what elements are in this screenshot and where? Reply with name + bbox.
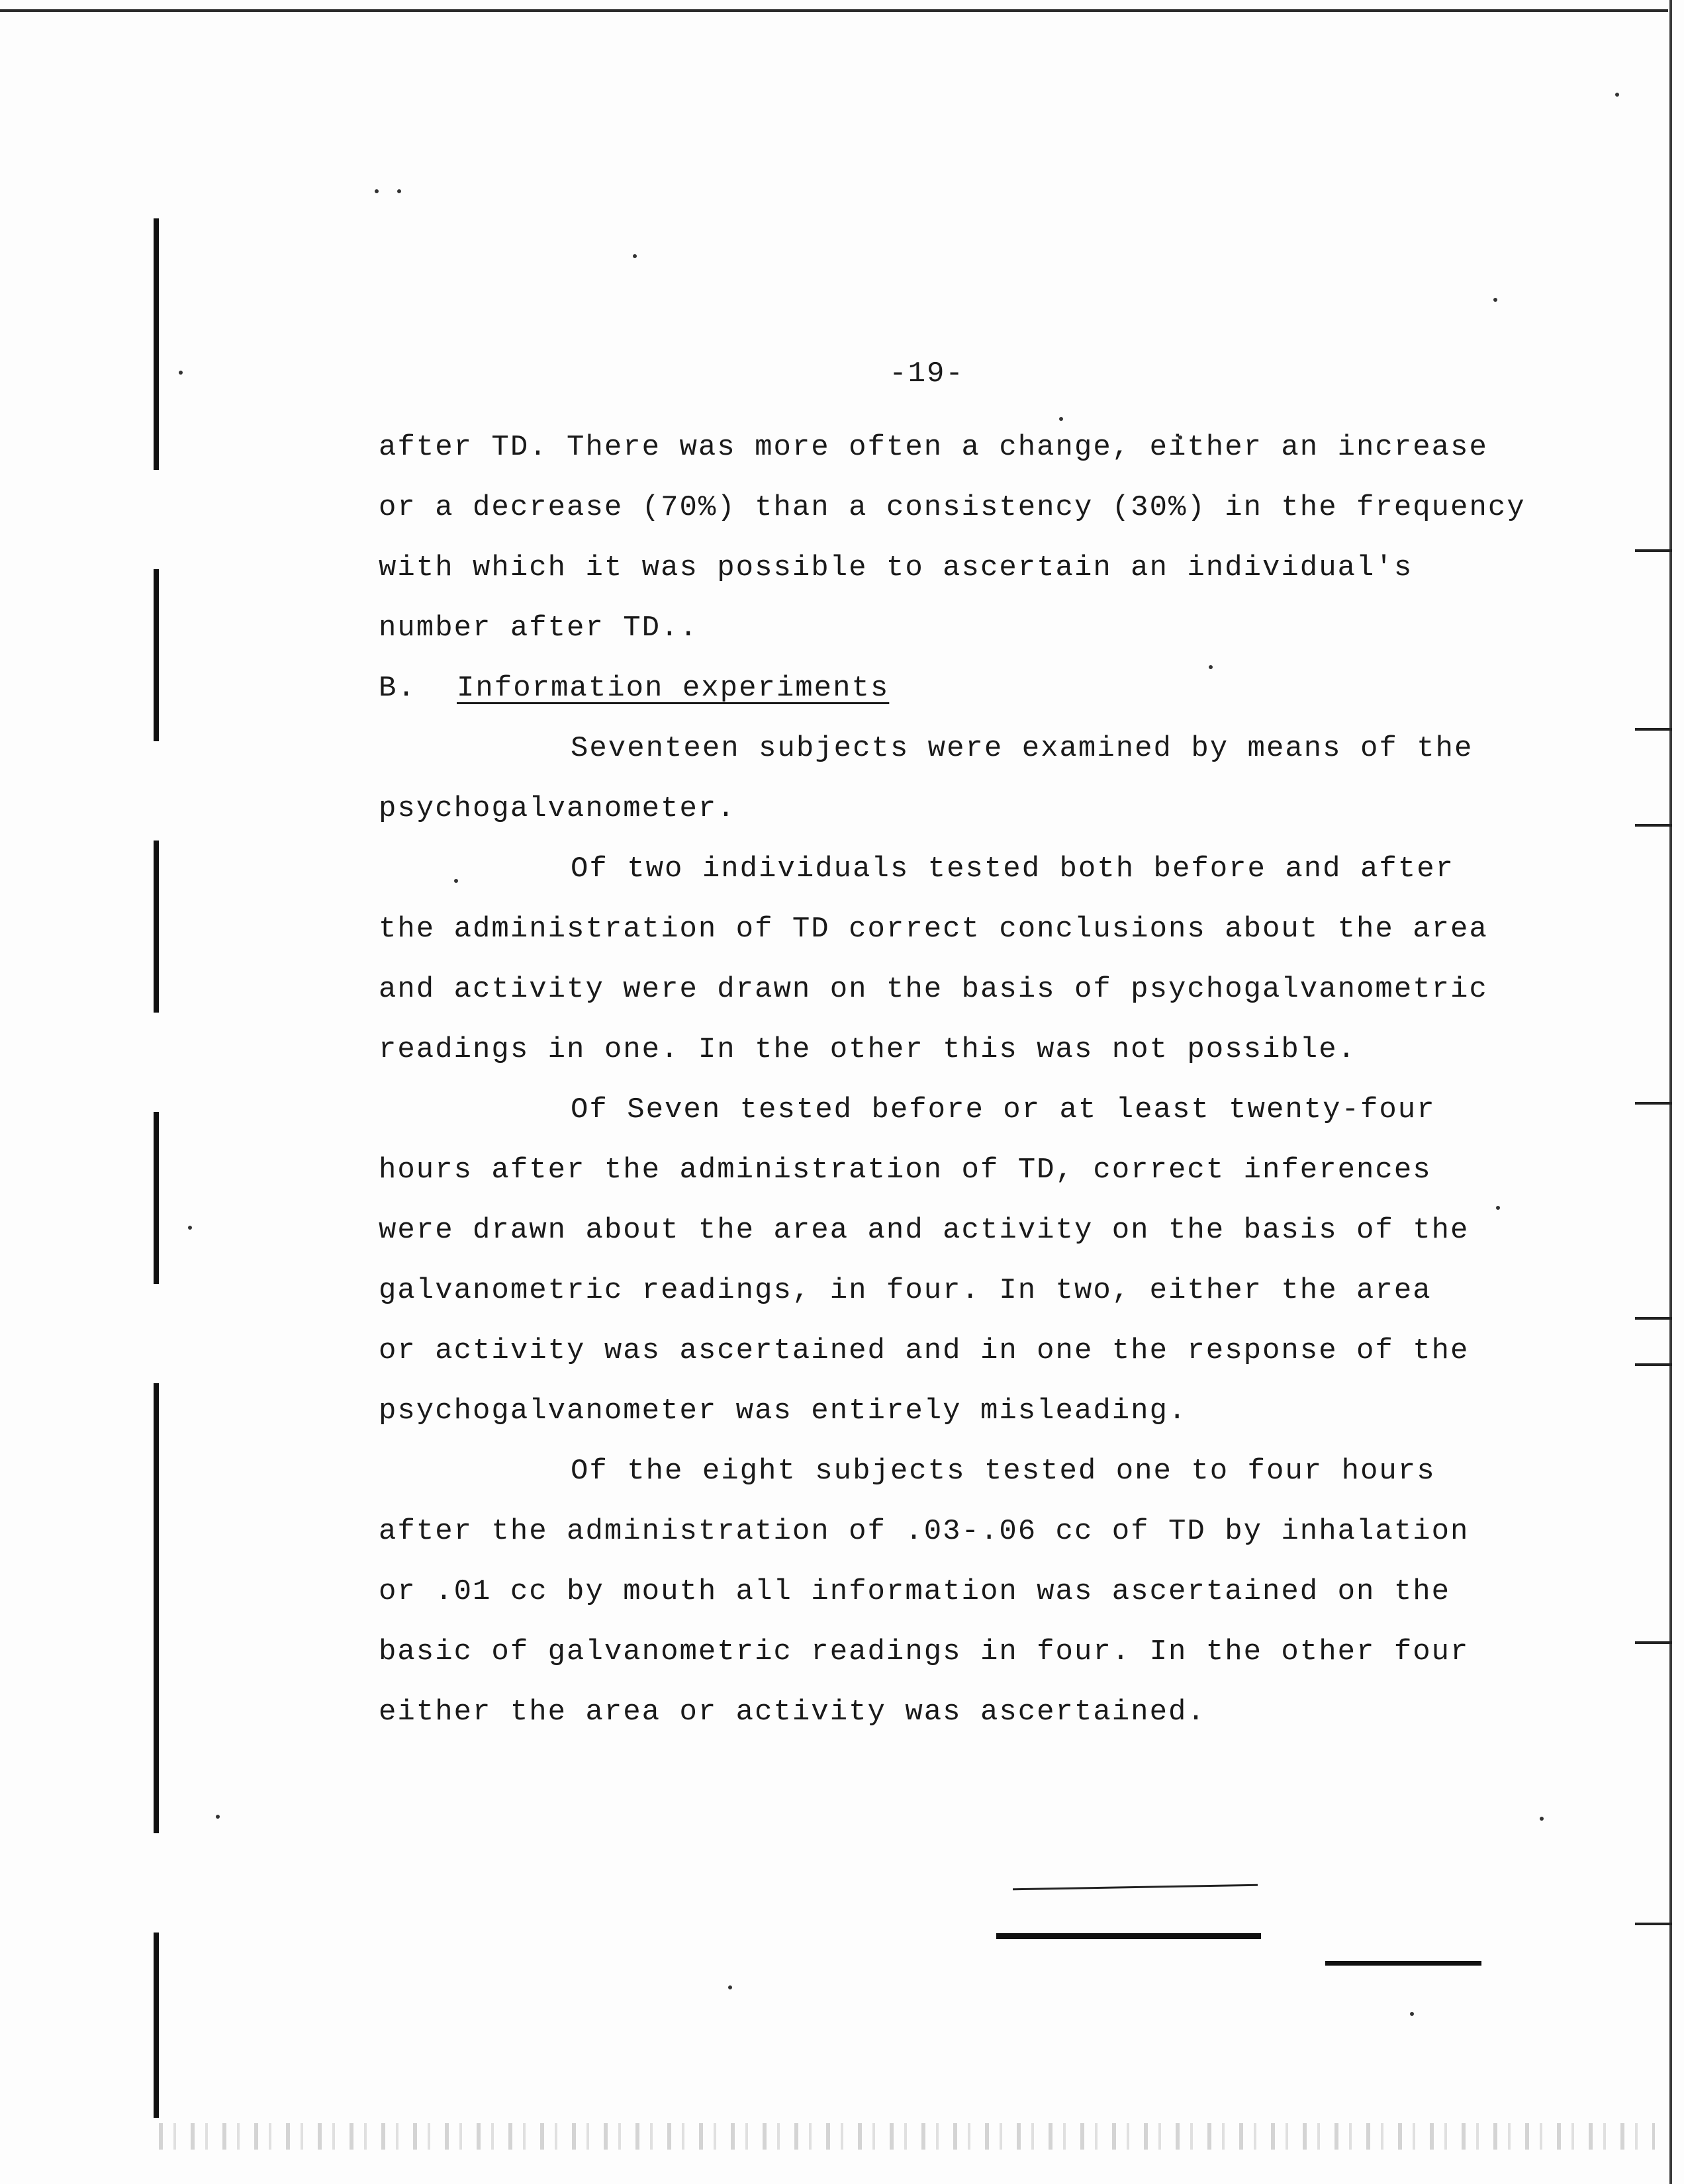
text-line: or .01 cc by mouth all information was ascertained on the — [379, 1575, 1451, 1608]
hand-drawn-stroke — [1325, 1961, 1481, 1966]
text-line: basic of galvanometric readings in four. In the other four — [379, 1635, 1470, 1668]
text-line: Of two individuals tested both before and after — [571, 852, 1455, 886]
right-margin-tick — [1635, 1923, 1672, 1925]
scan-speck — [1410, 2012, 1414, 2016]
text-line: psychogalvanometer. — [379, 792, 736, 825]
left-margin-bar — [154, 1933, 159, 2118]
section-heading — [379, 659, 1517, 719]
text-line: psychogalvanometer was entirely misleading. — [379, 1394, 1188, 1428]
scan-speck — [188, 1226, 192, 1230]
text-line: galvanometric readings, in four. In two, either the area — [379, 1274, 1432, 1307]
right-margin-tick — [1635, 1317, 1672, 1320]
left-margin-bar — [154, 1383, 159, 1833]
text-line: readings in one. In the other this was not possible. — [379, 1033, 1357, 1066]
right-margin-tick — [1635, 1102, 1672, 1105]
right-margin-tick — [1635, 1363, 1672, 1366]
text-line: after TD. There was more often a change, either an increase — [379, 431, 1488, 464]
bottom-scan-noise — [159, 2123, 1655, 2150]
text-line: Of Seven tested before or at least twenty-four — [571, 1093, 1436, 1126]
scan-speck — [216, 1815, 220, 1819]
right-margin-tick — [1635, 549, 1672, 552]
top-edge-rule — [0, 9, 1668, 12]
text-line: after the administration of .03-.06 cc of TD by inhalation — [379, 1515, 1470, 1548]
body-text — [379, 357, 1526, 1743]
text-line: or a decrease (70%) than a consistency (30%) in the frequency — [379, 491, 1526, 524]
hand-drawn-stroke — [996, 1933, 1261, 1939]
text-line: hours after the administration of TD, correct inferences — [379, 1154, 1432, 1187]
left-margin-bar — [154, 841, 159, 1013]
text-line: were drawn about the area and activity on the basis of the — [379, 1214, 1470, 1247]
scan-speck — [728, 1985, 732, 1989]
left-margin-bar — [154, 1112, 159, 1284]
right-margin-tick — [1635, 824, 1672, 827]
scan-speck — [1540, 1817, 1544, 1821]
text-line: and activity were drawn on the basis of psychogalvanometric — [379, 973, 1488, 1006]
hand-drawn-stroke — [1013, 1884, 1258, 1890]
scan-speck — [375, 189, 379, 193]
scan-speck — [1493, 298, 1497, 302]
text-line: number after TD.. — [379, 612, 698, 645]
right-page-edge — [1669, 0, 1672, 2184]
right-margin-tick — [1635, 1641, 1672, 1644]
scan-speck — [397, 189, 401, 193]
scan-speck — [1615, 93, 1619, 97]
section-letter: B. — [379, 672, 416, 705]
text-line: with which it was possible to ascertain an individual's — [379, 551, 1413, 584]
text-line: or activity was ascertained and in one the response of the — [379, 1334, 1470, 1367]
page-number: -19- — [889, 357, 964, 390]
paragraph — [379, 418, 1526, 659]
scan-speck — [633, 254, 637, 258]
section-title: Information experiments — [457, 672, 890, 705]
left-margin-bar — [154, 218, 159, 470]
paragraph — [379, 1080, 1517, 1441]
paragraph — [379, 839, 1517, 1080]
text-line: Seventeen subjects were examined by means of the — [571, 732, 1474, 765]
left-margin-bar — [154, 569, 159, 741]
text-line: the administration of TD correct conclusions about the area — [379, 913, 1488, 946]
text-line: either the area or activity was ascertained. — [379, 1696, 1206, 1729]
right-margin-tick — [1635, 728, 1672, 731]
text-line: Of the eight subjects tested one to four hours — [571, 1455, 1436, 1488]
paragraph — [379, 1441, 1517, 1743]
paragraph — [379, 719, 1517, 839]
